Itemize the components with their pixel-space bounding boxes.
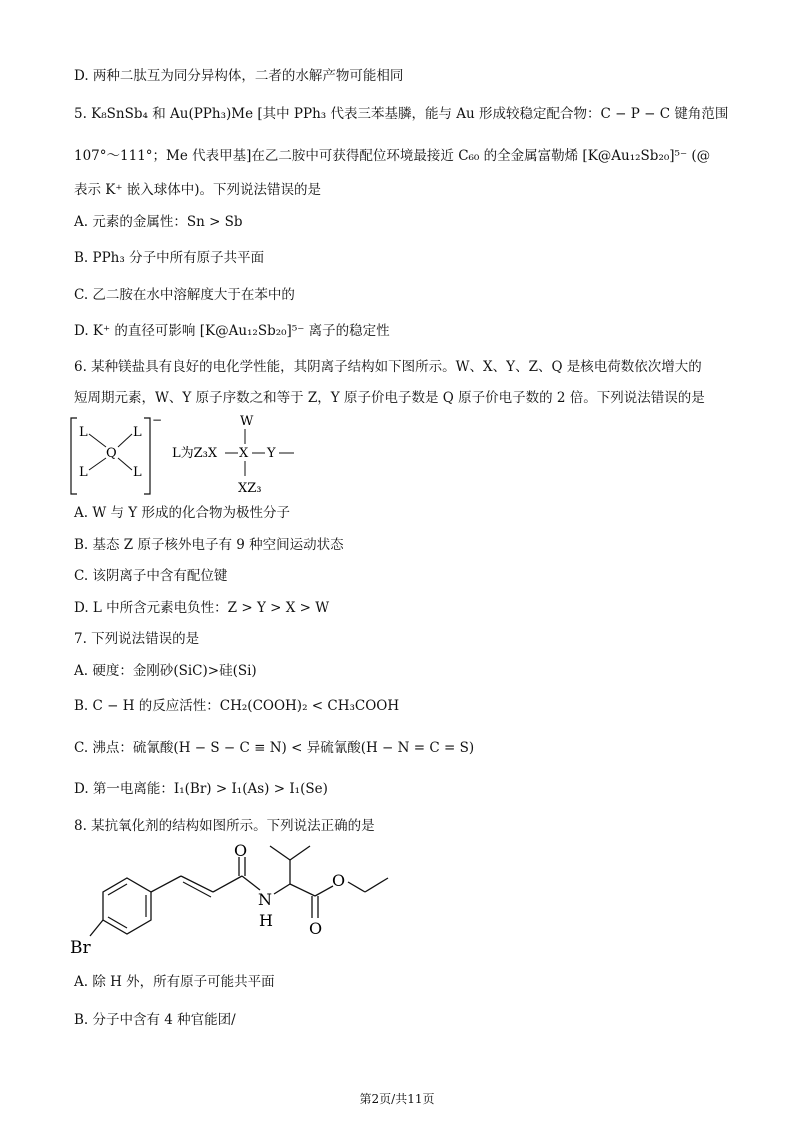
question-5-stem-line2: 107°～111°；Me 代表甲基]在乙二胺中可获得配位环境最接近 C₆₀ 的全金属富勒烯 [K@Au₁₂Sb₂₀]⁵⁻ (@ — [74, 148, 711, 164]
ligand-L-bottomleft: L — [79, 465, 88, 480]
question-5-option-b: B. PPh₃ 分子中所有原子共平面 — [74, 250, 265, 266]
question-6-option-b: B. 基态 Z 原子核外电子有 9 种空间运动状态 — [74, 537, 344, 553]
atom-X-central: X — [239, 446, 249, 461]
ligand-L-topleft: L — [79, 425, 88, 440]
atom-O-ester: O — [332, 871, 346, 890]
L-definition-prefix: L为Z₃X — [172, 446, 218, 461]
group-XZ3-bottom: XZ₃ — [238, 481, 262, 496]
question-7-option-d: D. 第一电离能：I₁(Br) > I₁(As) > I₁(Se) — [74, 781, 328, 797]
question-5-option-a: A. 元素的金属性：Sn > Sb — [74, 214, 243, 230]
question-8-option-a: A. 除 H 外，所有原子可能共平面 — [74, 974, 275, 990]
question-6-option-a: A. W 与 Y 形成的化合物为极性分子 — [74, 505, 290, 521]
question-5-stem-line1: 5. K₈SnSb₄ 和 Au(PPh₃)Me [其中 PPh₃ 代表三苯基膦，能与 Au 形成较稳定配合物：C − P − C 键角范围 — [74, 106, 729, 122]
question-6-stem-line1: 6. 某种镁盐具有良好的电化学性能，其阴离子结构如下图所示。W、X、Y、Z、Q 是核电荷数依次增大的 — [74, 359, 702, 375]
atom-Br: Br — [70, 938, 91, 958]
question-5-option-c: C. 乙二胺在水中溶解度大于在苯中的 — [74, 287, 295, 303]
atom-W-top: W — [240, 414, 254, 429]
option-5-prev-d: D. 两种二肽互为同分异构体，二者的水解产物可能相同 — [74, 68, 404, 84]
central-atom-Q: Q — [106, 446, 117, 461]
question-5-stem-line3: 表示 K⁺ 嵌入球体中)。下列说法错误的是 — [74, 182, 322, 198]
question-5-option-d: D. K⁺ 的直径可影响 [K@Au₁₂Sb₂₀]⁵⁻ 离子的稳定性 — [74, 323, 390, 339]
question-6-stem-line2: 短周期元素，W、Y 原子序数之和等于 Z，Y 原子价电子数是 Q 原子价电子数的 2 倍。下列说法错误的是 — [74, 390, 705, 406]
question-8-stem: 8. 某抗氧化剂的结构如图所示。下列说法正确的是 — [74, 818, 375, 834]
atom-O-carbonyl-ester: O — [309, 919, 323, 938]
atom-N: N — [258, 890, 272, 909]
question-7-option-a: A. 硬度：金刚砂(SiC)>硅(Si) — [74, 663, 257, 679]
ligand-L-topright: L — [133, 425, 142, 440]
atom-Y: Y — [267, 446, 276, 461]
page-footer: 第2页/共11页 — [359, 1092, 435, 1106]
charge-label: − — [152, 413, 163, 427]
question-8-option-b: B. 分子中含有 4 种官能团/ — [74, 1012, 236, 1028]
question-7-option-c: C. 沸点：硫氰酸(H − S − C ≡ N) < 异硫氰酸(H − N = C = S) — [74, 740, 475, 756]
question-8-molecule-figure — [70, 840, 410, 962]
ligand-L-bottomright: L — [133, 465, 142, 480]
question-6-option-c: C. 该阴离子中含有配位键 — [74, 568, 228, 584]
question-6-structure-figure — [60, 410, 320, 502]
atom-H-on-N: H — [259, 911, 273, 930]
question-7-option-b: B. C − H 的反应活性：CH₂(COOH)₂ < CH₃COOH — [74, 698, 400, 714]
atom-O-amide: O — [234, 841, 248, 860]
question-7-stem: 7. 下列说法错误的是 — [74, 631, 200, 647]
question-6-option-d: D. L 中所含元素电负性：Z > Y > X > W — [74, 600, 330, 616]
